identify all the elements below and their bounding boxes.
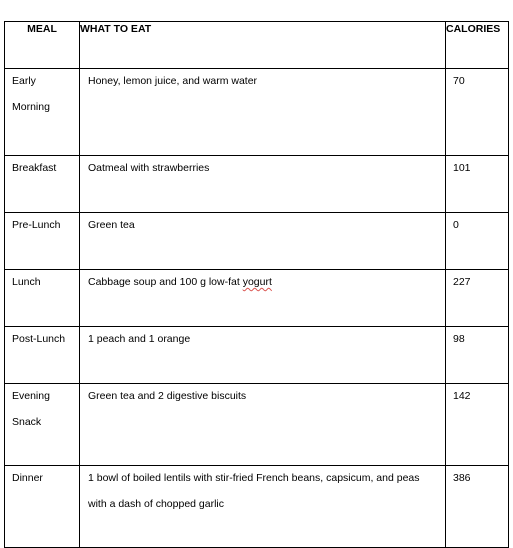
column-header-what-to-eat: WHAT TO EAT — [80, 22, 446, 69]
calories-cell: 101 — [446, 156, 509, 213]
table-header-row — [5, 22, 509, 69]
table-row — [5, 69, 509, 156]
calories-cell: 70 — [446, 69, 509, 156]
table-row — [5, 327, 509, 384]
spellcheck-flagged-word[interactable]: yogurt — [242, 276, 272, 288]
what-to-eat-cell: 1 peach and 1 orange — [80, 327, 446, 384]
what-to-eat-cell: Green tea and 2 digestive biscuits — [80, 384, 446, 466]
meal-cell: Post-Lunch — [5, 327, 80, 384]
what-to-eat-cell: 1 bowl of boiled lentils with stir-fried French beans, capsicum, and peas with a dash of chopped garlic — [80, 466, 446, 548]
calories-cell: 227 — [446, 270, 509, 327]
what-to-eat-cell — [80, 270, 446, 327]
meal-cell: Early Morning — [5, 69, 80, 156]
what-to-eat-cell: Honey, lemon juice, and warm water — [80, 69, 446, 156]
meal-cell: Lunch — [5, 270, 80, 327]
calories-cell: 0 — [446, 213, 509, 270]
table-row — [5, 384, 509, 466]
what-to-eat-text: Cabbage soup and 100 g low-fat yogurt — [88, 276, 272, 288]
column-header-calories: CALORIES — [446, 22, 509, 69]
table-row — [5, 213, 509, 270]
meal-cell: Evening Snack — [5, 384, 80, 466]
what-to-eat-cell: Oatmeal with strawberries — [80, 156, 446, 213]
table-row — [5, 466, 509, 548]
meal-cell: Pre-Lunch — [5, 213, 80, 270]
diet-plan-table — [4, 21, 509, 548]
meal-cell: Dinner — [5, 466, 80, 548]
calories-cell: 386 — [446, 466, 509, 548]
column-header-meal: MEAL — [5, 22, 80, 69]
what-to-eat-cell: Green tea — [80, 213, 446, 270]
calories-cell: 142 — [446, 384, 509, 466]
meal-cell: Breakfast — [5, 156, 80, 213]
table-row — [5, 156, 509, 213]
calories-cell: 98 — [446, 327, 509, 384]
table-row — [5, 270, 509, 327]
